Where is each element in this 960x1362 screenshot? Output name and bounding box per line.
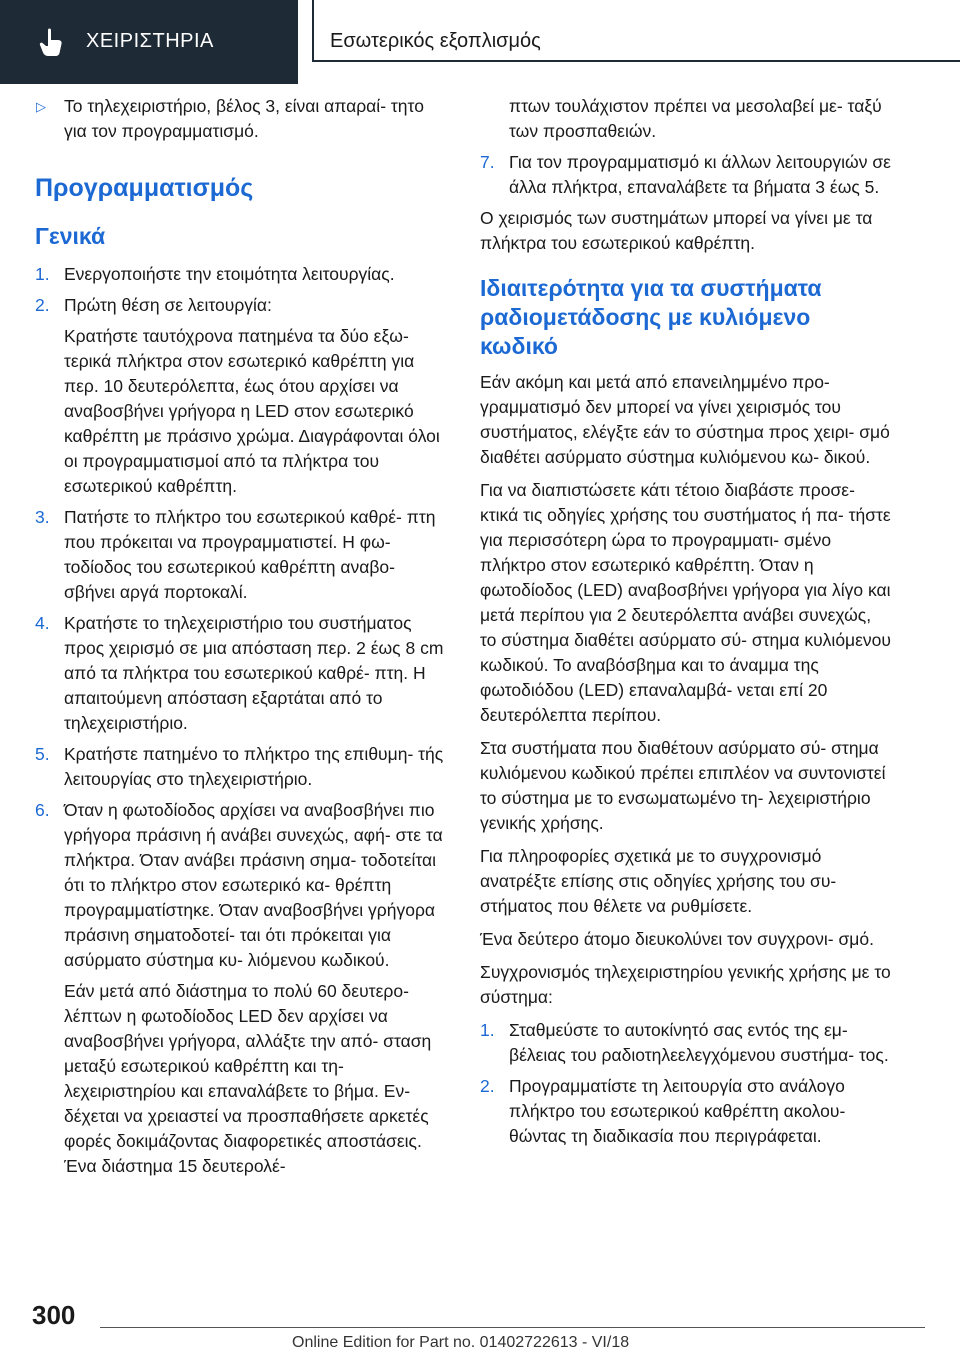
step-text: Σταθμεύστε το αυτοκίνητό σας εντός της εμ- βέλειας του ραδιοτηλεελεγχόμενου συστήμα- τος. [509,1020,889,1065]
step-number: 1. [35,264,50,284]
step-number: 1. [480,1020,495,1040]
step-number: 6. [35,800,50,820]
footer-divider [100,1327,925,1328]
step-text: Προγραμματίστε τη λειτουργία στο ανάλογο πλήκτρο του εσωτερικού καθρέπτη ακολου- θώντας τη διαδικασία που περιγράφεται. [509,1076,846,1146]
paragraph: Για πληροφορίες σχετικά με το συγχρονισμό ανατρέξτε επίσης στις οδηγίες χρήσης του συ- στήματος που θέλετε να ρυθμίσετε. [480,846,837,916]
header-section-label: Εσωτερικός εξοπλισμός [330,30,541,52]
step-item [480,1018,892,1068]
heading-general: Γενικά [35,223,106,249]
step-number: 3. [35,507,50,527]
step-item [35,293,447,318]
triangle-bullet-icon: ▷ [36,99,46,114]
paragraph: Ένα δεύτερο άτομο διευκολύνει τον συγχρονι- σμό. [480,929,874,949]
step-item [480,1074,892,1149]
header-chapter-tab[interactable] [0,0,298,84]
heading-rolling-code: Ιδιαιτερότητα για τα συστήματα ραδιομετάδοσης με κυλιόμενο κωδικό [480,275,822,359]
step-number: 5. [35,744,50,764]
right-column [480,94,892,1155]
step-text: Ενεργοποιήστε την ετοιμότητα λειτουργίας. [64,264,395,284]
left-column [35,94,447,1185]
step-text: Για τον προγραμματισμό κι άλλων λειτουργιών σε άλλα πλήκτρα, επαναλάβετε τα βήματα 3 έως 5. [509,152,891,197]
paragraph: Εάν ακόμη και μετά από επανειλημμένο προ- γραμματισμό δεν μπορεί να γίνει χειρισμός του συστήματος, ελέγξτε εάν το σύστημα προς χειρι- σμό διαθέτει ασύρματο σύστημα κυλιόμενου κω- δικού. [480,372,890,467]
page-number: 300 [32,1300,76,1330]
step-text: Κρατήστε το τηλεχειριστήριο του συστήματος προς χειρισμό σε μια απόσταση περ. 2 έως 8 cm από τα πλήκτρα του εσωτερικού καθρέ- πτη. Η απαιτούμενη απόσταση εξαρτάται από το τηλεχειριστήριο. [64,613,444,733]
step-item [35,798,447,973]
step-item [35,611,447,736]
bullet-item [35,94,447,144]
footer-edition-text: Online Edition for Part no. 01402722613 - VI/18 [292,1334,630,1351]
paragraph: Για να διαπιστώσετε κάτι τέτοιο διαβάστε προσε- κτικά τις οδηγίες χρήσης του συστήματος ή πα- τήστε για περισσότερη ώρα το προγραμματι- σμένο πλήκτρο στον εσωτερικό καθρέπτη. Όταν η φωτοδίοδος (LED) αναβοσβήνει γρήγορα για λίγο και μετά περίπου για 2 δευτερόλεπτα ανάβει συνεχώς, το σύστημα διαθέτει ασύρματο σύ- στημα κυλιόμενου κωδικού. Το αναβόσβημα και το άναμμα της φωτοδιόδου (LED) επαναλαμβά- νεται επί 20 δευτερόλεπτα περίπου. [480,480,891,725]
step-sub-paragraph: Κρατήστε ταυτόχρονα πατημένα τα δύο εξω- τερικά πλήκτρα στον εσωτερικό καθρέπτη για περ. 10 δευτερόλεπτα, έως ότου αρχίσει να αναβοσβήνει γρήγορα η LED στον εσωτερικό καθρέπτη με πράσινο χρώμα. Διαγράφονται όλοι οι προγραμματισμοί από τα πλήκτρα του εσωτερικού καθρέπτη. [64,326,440,496]
heading-programming: Προγραμματισμός [35,174,254,202]
hand-icon [38,27,66,57]
header-chapter-label: ΧΕΙΡΙΣΤΗΡΙΑ [86,30,214,52]
step-text: Πρώτη θέση σε λειτουργία: [64,295,272,315]
paragraph: Συγχρονισμός τηλεχειριστηρίου γενικής χρήσης με το σύστημα: [480,962,891,1007]
step-number: 7. [480,152,495,172]
step-item [480,150,892,200]
paragraph: Ο χειρισμός των συστημάτων μπορεί να γίνει με τα πλήκτρα του εσωτερικού καθρέπτη. [480,208,873,253]
continued-text: πτων τουλάχιστον πρέπει να μεσολαβεί με- ταξύ των προσπαθειών. [509,96,882,141]
header-section-tab[interactable] [312,0,960,62]
step-number: 2. [35,295,50,315]
step-text: Όταν η φωτοδίοδος αρχίσει να αναβοσβήνει πιο γρήγορα πράσινη ή ανάβει συνεχώς, αφή- στε τα πλήκτρα. Όταν ανάβει πράσινη σημα- τοδοτείται ότι το πλήκτρο στον εσωτερικό κα- θρέπτη προγραμματίστηκε. Όταν αναβοσβήνει γρήγορα πράσινη σηματοδοτεί- ται ότι πρόκειται για ασύρματο σύστημα κυ- λιόμενου κωδικού. [64,800,443,970]
step-text: Κρατήστε πατημένο το πλήκτρο της επιθυμη- τής λειτουργίας στο τηλεχειριστήριο. [64,744,444,789]
step-item [35,505,447,605]
step-sub-paragraph: Εάν μετά από διάστημα το πολύ 60 δευτερο- λέπτων η φωτοδίοδος LED δεν αρχίσει να αναβοσβήνει γρήγορα, αλλάξτε την από- σταση μεταξύ εσωτερικού καθρέπτη και τη- λεχειριστηρίου και επαναλάβετε το βήμα. Εν- δέχεται να χρειαστεί να προσπαθήσετε αρκετές φορές δοκιμάζοντας διαφορετικές αποστάσεις. Ένα διάστημα 15 δευτερολέ- [64,981,432,1176]
step-number: 2. [480,1076,495,1096]
paragraph: Στα συστήματα που διαθέτουν ασύρματο σύ- στημα κυλιόμενου κωδικού πρέπει επιπλέον να συντονιστεί το σύστημα με το ενσωματωμένο τη- λεχειριστήριο γενικής χρήσης. [480,738,886,833]
bullet-text: Το τηλεχειριστήριο, βέλος 3, είναι απαραί- τητο για τον προγραμματισμό. [64,96,424,141]
step-text: Πατήστε το πλήκτρο του εσωτερικού καθρέ- πτη που πρόκειται να προγραμματιστεί. Η φω- τοδίοδος του εσωτερικού καθρέπτη αναβο- σβήνει αργά πορτοκαλί. [64,507,436,602]
step-item [35,742,447,792]
step-item [35,262,447,287]
step-number: 4. [35,613,50,633]
